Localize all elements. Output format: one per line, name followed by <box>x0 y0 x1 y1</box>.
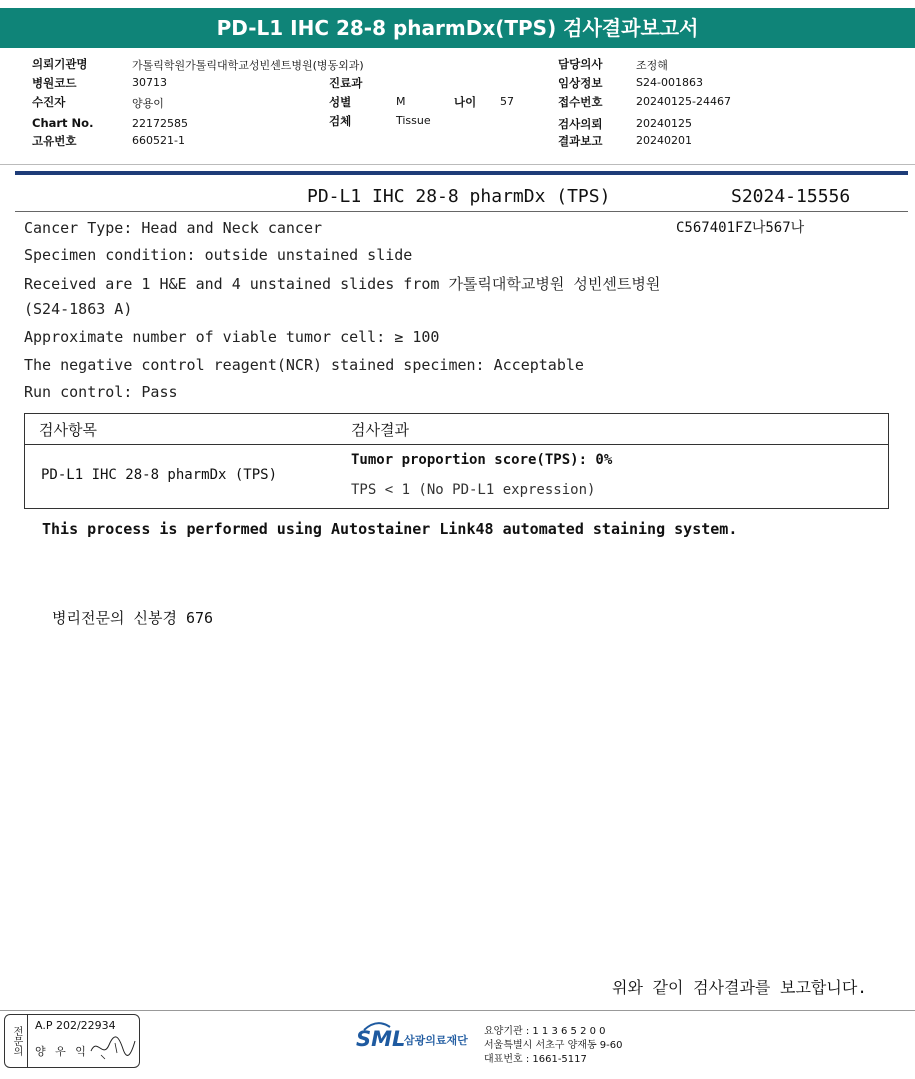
footer-institution-code: 요양기관 : 1 1 3 6 5 2 0 0 <box>484 1026 606 1037</box>
result-score: Tumor proportion score(TPS): 0% <box>351 452 613 468</box>
specimen-label: 검체 <box>329 114 352 128</box>
unique-value: 660521-1 <box>132 134 185 147</box>
patient-value: 양용이 <box>132 97 164 110</box>
report-title: PD-L1 IHC 28-8 pharmDx(TPS) 검사결과보고서 <box>0 8 915 48</box>
patient-header <box>0 56 915 160</box>
doctor-value: 조정해 <box>636 59 668 72</box>
footer-phone: 대표번호 : 1661-5117 <box>484 1054 587 1065</box>
sex-value: M <box>396 95 406 108</box>
request-value: 20240125 <box>636 117 692 130</box>
hospital-code-label: 병원코드 <box>32 76 77 90</box>
footer-divider <box>0 1010 915 1011</box>
logo-name: 삼광의료재단 <box>404 1034 468 1047</box>
report-label: 결과보고 <box>558 134 603 148</box>
slide-id-line: (S24-1863 A) <box>24 300 133 318</box>
institution-label: 의뢰기관명 <box>32 57 88 71</box>
doctor-label: 담당의사 <box>558 57 603 71</box>
header-result: 검사결과 <box>351 420 409 439</box>
header-item: 검사항목 <box>39 420 97 439</box>
result-item: PD-L1 IHC 28-8 pharmDx (TPS) <box>41 467 278 483</box>
heading-divider <box>15 211 908 212</box>
barcode-code: C567401FZ나567나 <box>676 220 805 236</box>
dept-label: 진료과 <box>329 76 363 90</box>
receipt-value: 20240125-24467 <box>636 95 731 108</box>
clinical-value: S24-001863 <box>636 76 703 89</box>
run-control-line: Run control: Pass <box>24 383 178 401</box>
table-header-row <box>25 414 889 445</box>
pathologist-signature: 병리전문의 신봉경 676 <box>52 609 214 627</box>
result-note: TPS < 1 (No PD-L1 expression) <box>351 482 596 498</box>
unique-label: 고유번호 <box>32 134 77 148</box>
table-row <box>25 445 889 509</box>
chart-value: 22172585 <box>132 117 188 130</box>
process-note: This process is performed using Autostainer Link48 automated staining system. <box>42 520 738 538</box>
stamp-ap-number: A.P 202/22934 <box>35 1019 116 1032</box>
stamp-side-label: 전문의 <box>5 1015 28 1067</box>
logo-text: SML <box>356 1027 406 1051</box>
cancer-type-line: Cancer Type: Head and Neck cancer <box>24 219 323 237</box>
report-number: S2024-15556 <box>731 186 851 207</box>
specimen-condition-line: Specimen condition: outside unstained slide <box>24 246 413 264</box>
test-name-heading: PD-L1 IHC 28-8 pharmDx (TPS) <box>307 186 611 207</box>
receipt-label: 접수번호 <box>558 95 603 109</box>
age-label: 나이 <box>454 95 477 109</box>
tumor-cell-line: Approximate number of viable tumor cell: ≥ 100 <box>24 328 440 346</box>
result-table <box>24 413 889 509</box>
closing-statement: 위와 같이 검사결과를 보고합니다. <box>612 978 867 997</box>
stamp-name: 양 우 익 <box>35 1045 89 1058</box>
header-divider <box>0 164 915 165</box>
institution-value: 가톨릭학원가톨릭대학교성빈센트병원(병동외과) <box>132 59 364 72</box>
sml-logo <box>356 1021 476 1061</box>
sex-label: 성별 <box>329 95 352 109</box>
footer-address: 서울특별시 서초구 양재동 9-60 <box>484 1040 623 1051</box>
signature-image <box>87 1033 137 1061</box>
clinical-label: 임상정보 <box>558 76 603 90</box>
age-value: 57 <box>500 95 514 108</box>
request-label: 검사의뢰 <box>558 117 603 131</box>
ncr-line: The negative control reagent(NCR) stained specimen: Acceptable <box>24 356 584 374</box>
pathologist-stamp <box>4 1014 140 1068</box>
report-value: 20240201 <box>636 134 692 147</box>
chart-label: Chart No. <box>32 116 94 130</box>
patient-label: 수진자 <box>32 95 66 109</box>
specimen-value: Tissue <box>396 114 431 127</box>
section-divider <box>15 171 908 175</box>
hospital-code-value: 30713 <box>132 76 167 89</box>
received-line: Received are 1 H&E and 4 unstained slides from 가톨릭대학교병원 성빈센트병원 <box>24 275 661 293</box>
